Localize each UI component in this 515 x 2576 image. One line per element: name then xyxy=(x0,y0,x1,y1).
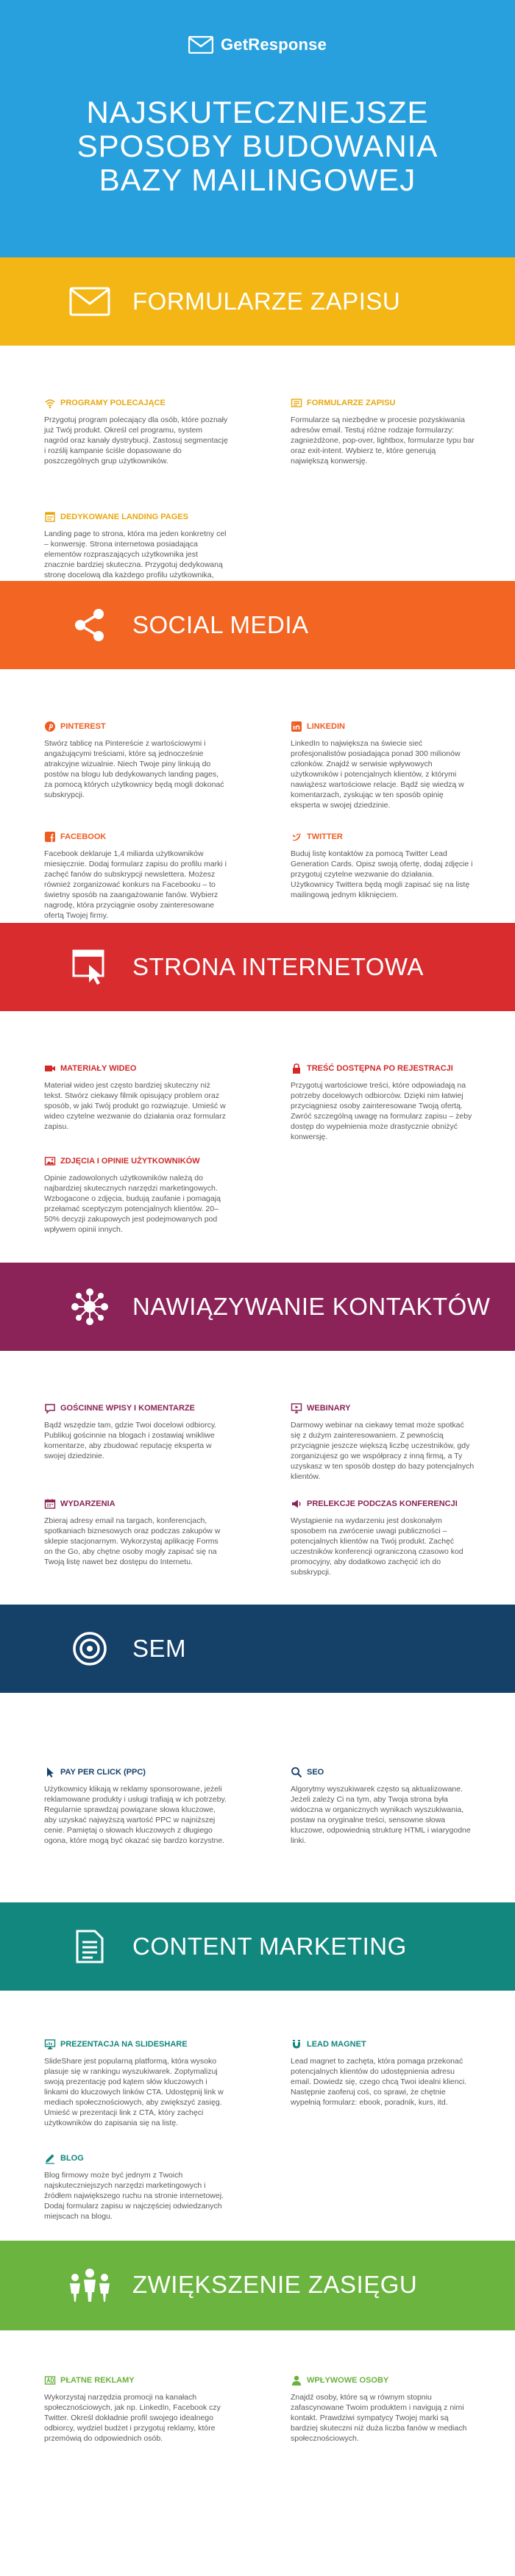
tip-item xyxy=(291,721,475,810)
ad-icon xyxy=(44,2375,56,2386)
tip-item xyxy=(44,511,228,591)
tip-item-title: PROGRAMY POLECAJĄCE xyxy=(60,399,166,407)
section-content xyxy=(0,346,515,581)
twitter-icon xyxy=(291,831,302,843)
network-icon xyxy=(68,1263,112,1351)
section-title: NAWIĄZYWANIE KONTAKTÓW xyxy=(132,1293,491,1320)
tip-item-header xyxy=(44,2038,228,2050)
section-title: FORMULARZE ZAPISU xyxy=(132,288,401,315)
tip-item-text: Landing page to strona, która ma jeden konkretny cel – konwersję. Strona internetowa posiadająca elementów rozpraszających użytkownika jest znacznie bardziej skuteczna. Przygotuj dedykowaną stronę docelową dla każdego profilu użytkownika, xyxy=(44,529,227,579)
tip-item xyxy=(291,2038,475,2108)
tip-item xyxy=(44,2375,228,2444)
section-content xyxy=(0,1351,515,1605)
tip-item-title: SEO xyxy=(307,1768,324,1777)
tip-item-title: GOŚCINNE WPISY I KOMENTARZE xyxy=(60,1404,195,1413)
tip-item-title: WPŁYWOWE OSOBY xyxy=(307,2376,389,2385)
tip-item-header xyxy=(44,721,228,732)
section-header xyxy=(0,1263,515,1351)
section-header xyxy=(0,2241,515,2330)
video-icon xyxy=(44,1063,56,1074)
tip-item-header xyxy=(291,397,475,409)
tip-item-text: Lead magnet to zachęta, która pomaga przekonać potencjalnych klientów do udostępnienia adresu email. Dowiedz się, czego chcą Twoi idealni klienci. Następnie zaoferuj coś, co sprawi, że chętnie wypełnią formularz: ebook, poradnik, kurs, itd. xyxy=(291,2057,467,2107)
tip-item-title: PINTEREST xyxy=(60,722,106,731)
target-icon xyxy=(68,1605,112,1693)
tip-item-title: BLOG xyxy=(60,2154,84,2163)
tip-item-title: TREŚĆ DOSTĘPNA PO REJESTRACJI xyxy=(307,1064,453,1073)
tip-item-text: Bądź wszędzie tam, gdzie Twoi docelowi odbiorcy. Publikuj gościnnie na blogach i zostawiaj wnikliwe komentarze, aby zbudować reputację eksperta w swojej dziedzinie. xyxy=(44,1421,217,1460)
tip-item-text: Algorytmy wyszukiwarek często są aktualizowane. Jeżeli zależy Ci na tym, aby Twoja strona była widoczna w organicznych wynikach wyszukiwania, postaw na oryginalne treści, sensowne słowa kluczowe, odpowiednią strukturę HTML i wiarygodne linki. xyxy=(291,1785,471,1845)
tip-item xyxy=(44,2152,228,2222)
tip-item xyxy=(44,1402,228,1461)
tip-item-text: Stwórz tablicę na Pintereście z wartościowymi i angażującymi treściami, które są jednocześnie atrakcyjne wizualnie. Niech Twoje piny linkują do postów na blogu lub dedykowanych landing pages, za pomocą których użytkownicy będą mogli dokonać subskrypcji. xyxy=(44,739,224,799)
tip-item-text: Znajdź osoby, które są w równym stopniu zafascynowane Twoim produktem i navigują z nimi kontakt. Prawdziwi sympatycy Twojej marki są bardziej skuteczni niż duża liczba fanów w mediach społecznościowych. xyxy=(291,2393,467,2443)
tip-item-text: SlideShare jest popularną platformą, która wysoko plasuje się w rankingu wyszukiwarek. Zoptymalizuj swoją prezentację pod kątem słów kluczowych i linkami do kluczowych linków CTA. Udostępnij link w mediach społecznościowych, aby zwiększyć zasięg. Umieść w prezentacji link z CTA, który zachęci użytkowników do zapisania się na listę. xyxy=(44,2057,224,2127)
people-icon xyxy=(68,2241,112,2329)
tip-item-header xyxy=(291,2375,475,2386)
tip-item-title: PRELEKCJE PODCZAS KONFERENCJI xyxy=(307,1499,458,1508)
tip-item-header xyxy=(291,1063,475,1074)
tip-item-text: Użytkownicy klikają w reklamy sponsorowane, jeżeli reklamowane produkty i usługi trafiają w ich potrzeby. Regularnie sprawdzaj powiązane słowa kluczowe, aby uzyskać najwyższą wartość PPC w najniższej cenie. Pamiętaj o słowach kluczowych z długiego ogona, które mogą być okazać się bardzo korzystne. xyxy=(44,1785,227,1845)
cursor-icon xyxy=(44,1766,56,1778)
form-icon xyxy=(291,397,302,409)
tip-item-header xyxy=(44,2375,228,2386)
presentation-icon xyxy=(44,2038,56,2050)
tip-item xyxy=(291,397,475,466)
tip-item-text: Wystąpienie na wydarzeniu jest doskonałym sposobem na zwrócenie uwagi publiczności – potencjalnych klientów na Twój produkt. Zachęć uczestników konferencji ograniczoną czasowo kod promocyjny, aby dodatkowo zachęcić ich do subskrypcji. xyxy=(291,1516,464,1577)
tip-item-text: Darmowy webinar na ciekawy temat może spotkać się z dużym zainteresowaniem. Z pewnością przyciągnie jeszcze większą liczbę uczestników, gdy zorganizujesz go we współpracy z inną firmą, a Ty uzyskasz w ten sposób dostęp do bazy potencjalnych klientów. xyxy=(291,1421,475,1481)
tip-item xyxy=(291,1498,475,1577)
section-title: STRONA INTERNETOWA xyxy=(132,953,424,980)
tip-item xyxy=(291,1402,475,1482)
page-icon xyxy=(44,511,56,523)
facebook-icon xyxy=(44,831,56,843)
tip-item-title: WYDARZENIA xyxy=(60,1499,116,1508)
tip-item xyxy=(291,2375,475,2444)
section-content xyxy=(0,1693,515,1902)
tip-item-title: TWITTER xyxy=(307,832,343,841)
tip-item-header xyxy=(291,831,475,843)
tip-item xyxy=(44,397,228,466)
tip-item-text: Formularze są niezbędne w procesie pozyskiwania adresów email. Testuj różne rodzaje formularzy: zagnieżdżone, pop-over, lightbox, formularze typu bar oraz exit-intent. Wybierz te, które generują największą konwersję. xyxy=(291,415,475,465)
page-title: NAJSKUTECZNIEJSZE SPOSOBY BUDOWANIA BAZY MAILINGOWEJ xyxy=(77,95,438,197)
section-content xyxy=(0,669,515,923)
tip-item xyxy=(44,1766,228,1846)
tip-item-header xyxy=(44,397,228,409)
tip-item-title: LEAD MAGNET xyxy=(307,2040,366,2049)
section-content xyxy=(0,2330,515,2491)
comment-icon xyxy=(44,1402,56,1414)
tip-item-header xyxy=(44,2152,228,2164)
tip-item-title: ZDJĘCIA I OPINIE UŻYTKOWNIKÓW xyxy=(60,1157,200,1166)
tip-item-header xyxy=(291,721,475,732)
pinterest-icon xyxy=(44,721,56,732)
tip-item xyxy=(44,721,228,800)
influencer-icon xyxy=(291,2375,302,2386)
tip-item xyxy=(44,2038,228,2128)
envelope-icon xyxy=(68,257,112,346)
tip-item-header xyxy=(291,1498,475,1510)
tip-item-text: Buduj listę kontaktów za pomocą Twitter Lead Generation Cards. Opisz swoją ofertę, dodaj zdjęcie i przygotuj czytelne wezwanie do działania. Użytkownicy Twittera będą mogli zapisać się na listę mailingową jednym kliknięciem. xyxy=(291,849,473,899)
search-icon xyxy=(291,1766,302,1778)
tip-item-header xyxy=(44,1063,228,1074)
share-icon xyxy=(68,581,112,669)
section-title: ZWIĘKSZENIE ZASIĘGU xyxy=(132,2271,418,2298)
tip-item-title: WEBINARY xyxy=(307,1404,351,1413)
tip-item-header xyxy=(44,1498,228,1510)
tip-item xyxy=(291,1063,475,1142)
tip-item-title: LINKEDIN xyxy=(307,722,345,731)
hero-header xyxy=(0,0,515,257)
magnet-icon xyxy=(291,2038,302,2050)
brand-logo xyxy=(0,35,515,54)
browser-cursor-icon xyxy=(68,923,112,1011)
tip-item-header xyxy=(44,511,228,523)
tip-item-header xyxy=(44,1766,228,1778)
tip-item xyxy=(44,831,228,921)
tip-item-text: Materiał wideo jest często bardziej skuteczny niż tekst. Stwórz ciekawy filmik opisujący problem oraz sposób, w jaki Twój produkt go rozwiązuje. Umieść w wideo czytelne wezwanie do działania oraz formularz zapisu. xyxy=(44,1081,226,1131)
tip-item-header xyxy=(291,2038,475,2050)
tip-item-text: Przygotuj wartościowe treści, które odpowiadają na potrzeby docelowych odbiorców. Dzięki nim łatwiej przyciągniesz osoby zainteresowane Twoją ofertą. Zwróć szczególną uwagę na formularz zapisu – żeby dostęp do wypełnienia może drastycznie obniżyć konwersję. xyxy=(291,1081,472,1141)
tip-item-header xyxy=(291,1402,475,1414)
tip-item xyxy=(44,1155,228,1235)
tip-item-title: FACEBOOK xyxy=(60,832,107,841)
document-icon xyxy=(68,1902,112,1991)
speaker-icon xyxy=(291,1498,302,1510)
brand-name: GetResponse xyxy=(220,35,327,54)
tip-item xyxy=(291,1766,475,1846)
image-icon xyxy=(44,1155,56,1167)
tip-item-text: LinkedIn to największa na świecie sieć profesjonalistów posiadająca ponad 300 milionów członków. Znajdź w serwisie wpływowych użytkowników i potencjalnych klientów, z którymi nawiążesz wartościowe relacje. Bądź się wiedzą w komentarzach, zyskując w ten sposób opinię eksperta w swojej dziedzinie. xyxy=(291,739,464,810)
tip-item xyxy=(291,831,475,900)
section-title: SOCIAL MEDIA xyxy=(132,611,309,638)
tip-item xyxy=(44,1063,228,1132)
blog-icon xyxy=(44,2152,56,2164)
tip-item-text: Facebook deklaruje 1,4 miliarda użytkowników miesięcznie. Dodaj formularz zapisu do profilu marki i zachęć fanów do subskrypcji newslettera. Możesz również zorganizować konkurs na Facebooku – to świetny sposób na zaangażowanie fanów. Wybierz nagrodę, która przyciągnie osoby zainteresowane ofertą Twojej firmy. xyxy=(44,849,227,920)
webinar-icon xyxy=(291,1402,302,1414)
section-content xyxy=(0,1011,515,1263)
tip-item-text: Blog firmowy może być jednym z Twoich najskuteczniejszych narzędzi marketingowych i źródłem największego ruchu na stronie internetowej. Dodaj formularz zapisu w najczęściej odwiedzanych miejscach na blogu. xyxy=(44,2171,224,2221)
section-title: SEM xyxy=(132,1635,187,1662)
tip-item-header xyxy=(44,1155,228,1167)
section-header xyxy=(0,1902,515,1991)
linkedin-icon xyxy=(291,721,302,732)
tip-item-title: PAY PER CLICK (PPC) xyxy=(60,1768,146,1777)
section-header xyxy=(0,581,515,669)
wifi-icon xyxy=(44,397,56,409)
tip-item-header xyxy=(291,1766,475,1778)
getresponse-logo-icon xyxy=(188,36,213,54)
calendar-icon xyxy=(44,1498,56,1510)
tip-item-text: Opinie zadowolonych użytkowników należą do najbardziej skutecznych narzędzi marketingowych. Wzbogacone o zdjęcia, budują zaufanie i pomagają przełamać sceptyczym potencjalnych klientów. 20–50% decyzji zakupowych jest podejmowanych pod wpływem opinii innych. xyxy=(44,1174,221,1234)
section-header xyxy=(0,923,515,1011)
section-content xyxy=(0,1991,515,2241)
section-title: CONTENT MARKETING xyxy=(132,1933,407,1960)
tip-item-title: MATERIAŁY WIDEO xyxy=(60,1064,137,1073)
tip-item-header xyxy=(44,831,228,843)
tip-item-title: PREZENTACJA NA SLIDESHARE xyxy=(60,2040,188,2049)
tip-item-text: Wykorzystaj narzędzia promocji na kanałach społecznościowych, jak np. LinkedIn, Facebook czy Twitter. Określ dokładnie profil swojego idealnego odbiorcy, wydziel budżet i przygotuj reklamy, które przemówią do odpowiednich osób. xyxy=(44,2393,221,2443)
tip-item-title: PŁATNE REKLAMY xyxy=(60,2376,135,2385)
section-header xyxy=(0,1605,515,1693)
section-header xyxy=(0,257,515,346)
tip-item-title: DEDYKOWANE LANDING PAGES xyxy=(60,513,188,521)
tip-item-title: FORMULARZE ZAPISU xyxy=(307,399,396,407)
sections-container xyxy=(0,257,515,2491)
lock-icon xyxy=(291,1063,302,1074)
tip-item xyxy=(44,1498,228,1567)
tip-item-text: Zbieraj adresy email na targach, konferencjach, spotkaniach biznesowych oraz podczas zakupów w sklepie stacjonarnym. Wykorzystaj aplikację Forms on the Go, aby chętne osoby mogły zapisać się na Twoją listę nawet bez dostępu do Internetu. xyxy=(44,1516,221,1566)
tip-item-header xyxy=(44,1402,228,1414)
tip-item-text: Przygotuj program polecający dla osób, które poznały już Twój produkt. Określ cel programu, system nagród oraz kanały dystrybucji. Zastosuj segmentację i rozślij kampanie ściśle dopasowane do poszczególnych grup użytkowników. xyxy=(44,415,228,465)
